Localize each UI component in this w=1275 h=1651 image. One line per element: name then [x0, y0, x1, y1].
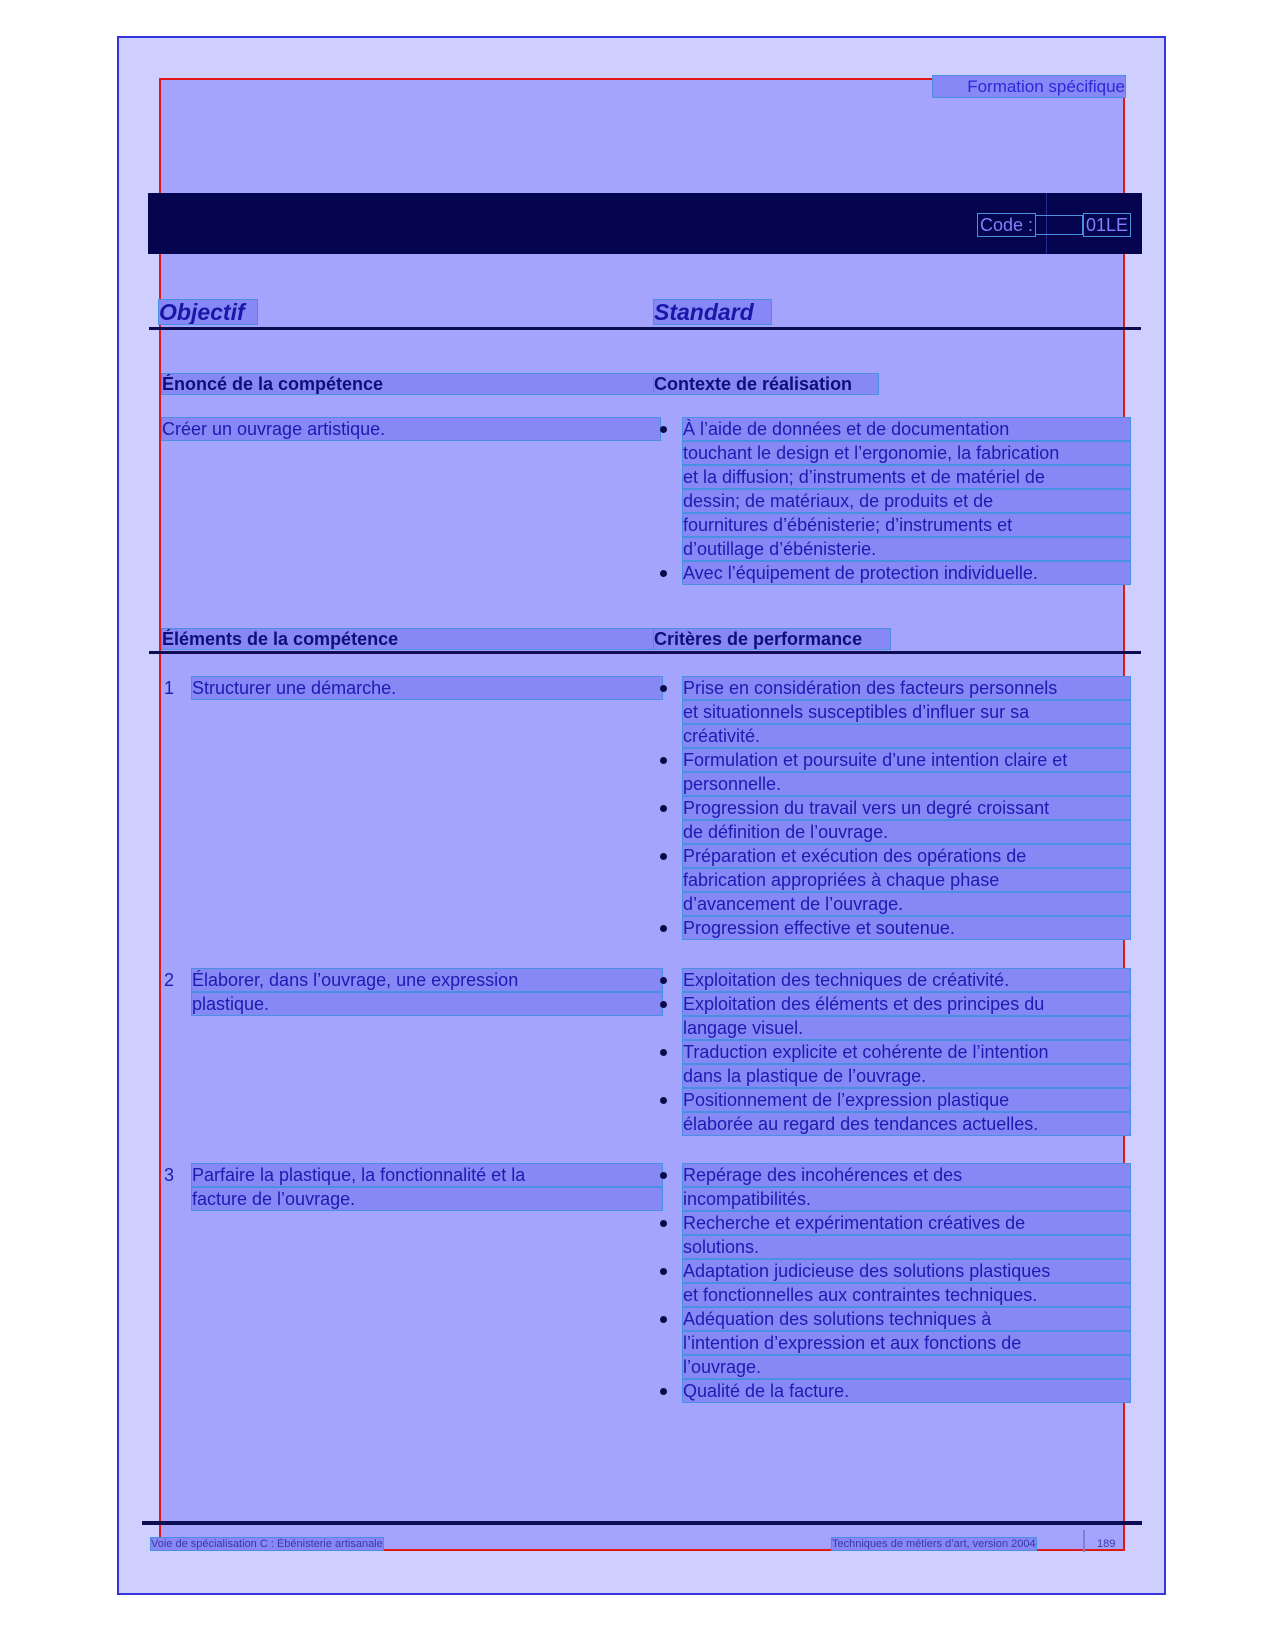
- bullet-dot: [660, 1268, 667, 1275]
- bullet-item: [660, 1212, 1130, 1258]
- code-field-box: [1036, 216, 1082, 234]
- bullet-dot: [660, 1388, 667, 1395]
- bullet-text-line: de définition de l’ouvrage.: [683, 821, 1130, 843]
- bullet-text-line: Recherche et expérimentation créatives de: [683, 1212, 1130, 1234]
- elements-label: Éléments de la compétence: [162, 629, 660, 649]
- footer-right: Techniques de métiers d’art, version 2004: [832, 1538, 1036, 1550]
- bullet-text-line: élaborée au regard des tendances actuelles.: [683, 1113, 1130, 1135]
- bullet-item: [660, 677, 1130, 747]
- element-number: 2: [164, 970, 175, 990]
- bullet-item: [660, 562, 1130, 584]
- bullet-text-line: Adaptation judicieuse des solutions plastiques: [683, 1260, 1130, 1282]
- bullet-text-line: d’outillage d’ébénisterie.: [683, 538, 1130, 560]
- element-text-line: plastique.: [192, 993, 662, 1015]
- bullet-dot: [660, 853, 667, 860]
- bullet-dot: [660, 805, 667, 812]
- bullet-text-line: et fonctionnelles aux contraintes techniques.: [683, 1284, 1130, 1306]
- bullet-item: [660, 418, 1130, 560]
- bullet-dot: [660, 1049, 667, 1056]
- bullet-text-line: d’avancement de l’ouvrage.: [683, 893, 1130, 915]
- page-number: 189: [1097, 1538, 1116, 1550]
- criteria-list: [660, 677, 1130, 941]
- bullet-dot: [660, 1172, 667, 1179]
- element-text-line: facture de l’ouvrage.: [192, 1188, 662, 1210]
- element-text-line: Parfaire la plastique, la fonctionnalité et la: [192, 1164, 662, 1186]
- bullet-text-line: fabrication appropriées à chaque phase: [683, 869, 1130, 891]
- bullet-text-line: Positionnement de l’expression plastique: [683, 1089, 1130, 1111]
- bullet-text-line: Exploitation des éléments et des principes du: [683, 993, 1130, 1015]
- bullet-item: [660, 1164, 1130, 1210]
- running-head: Formation spécifique: [933, 76, 1125, 97]
- bullet-item: [660, 1089, 1130, 1135]
- bullet-dot: [660, 1316, 667, 1323]
- bullet-item: [660, 1380, 1130, 1402]
- criteria-list: [660, 1164, 1130, 1404]
- bullet-dot: [660, 925, 667, 932]
- bullet-text-line: et situationnels susceptibles d’influer sur sa: [683, 701, 1130, 723]
- bullet-text-line: l’intention d’expression et aux fonctions de: [683, 1332, 1130, 1354]
- bullet-text-line: dessin; de matériaux, de produits et de: [683, 490, 1130, 512]
- element-number: 1: [164, 678, 175, 698]
- competence-statement: Créer un ouvrage artistique.: [162, 418, 660, 440]
- bullet-text-line: touchant le design et l’ergonomie, la fabrication: [683, 442, 1130, 464]
- bullet-dot: [660, 977, 667, 984]
- bullet-text-line: l’ouvrage.: [683, 1356, 1130, 1378]
- bullet-item: [660, 749, 1130, 795]
- footer-rule: [142, 1521, 1142, 1525]
- bullet-text-line: Adéquation des solutions techniques à: [683, 1308, 1130, 1330]
- bullet-item: [660, 1260, 1130, 1306]
- element-text-line: Élaborer, dans l’ouvrage, une expression: [192, 969, 662, 991]
- bullet-dot: [660, 426, 667, 433]
- elements-rule: [149, 651, 1141, 654]
- bullet-dot: [660, 570, 667, 577]
- bullet-text-line: Préparation et exécution des opérations de: [683, 845, 1130, 867]
- bullet-text-line: personnelle.: [683, 773, 1130, 795]
- bullet-text-line: Exploitation des techniques de créativité.: [683, 969, 1130, 991]
- column-heading-objectif: Objectif: [159, 300, 257, 324]
- bullet-item: [660, 845, 1130, 915]
- bullet-item: [660, 797, 1130, 843]
- bullet-text-line: Qualité de la facture.: [683, 1380, 1130, 1402]
- code-label: Code :: [980, 215, 1034, 235]
- bullet-text-line: Progression du travail vers un degré croissant: [683, 797, 1130, 819]
- bullet-text-line: solutions.: [683, 1236, 1130, 1258]
- element-item: [164, 677, 662, 701]
- column-heading-standard: Standard: [654, 300, 771, 324]
- criteria-list: [660, 969, 1130, 1137]
- element-number: 3: [164, 1165, 175, 1185]
- footer-left: Voie de spécialisation C : Ébénisterie artisanale: [151, 1538, 383, 1550]
- context-label: Contexte de réalisation: [654, 374, 878, 394]
- bullet-dot: [660, 1097, 667, 1104]
- bullet-text-line: Avec l’équipement de protection individuelle.: [683, 562, 1130, 584]
- bullet-text-line: fournitures d’ébénisterie; d’instruments et: [683, 514, 1130, 536]
- bullet-dot: [660, 685, 667, 692]
- bullet-item: [660, 1041, 1130, 1087]
- criteria-label: Critères de performance: [654, 629, 890, 649]
- heading-rule: [149, 327, 1141, 330]
- bullet-text-line: Traduction explicite et cohérente de l’intention: [683, 1041, 1130, 1063]
- bullet-text-line: Formulation et poursuite d’une intention claire et: [683, 749, 1130, 771]
- bullet-item: [660, 917, 1130, 939]
- bullet-text-line: et la diffusion; d’instruments et de matériel de: [683, 466, 1130, 488]
- bullet-text-line: incompatibilités.: [683, 1188, 1130, 1210]
- bullet-item: [660, 969, 1130, 991]
- bullet-text-line: dans la plastique de l’ouvrage.: [683, 1065, 1130, 1087]
- bullet-text-line: langage visuel.: [683, 1017, 1130, 1039]
- footer-separator: [1083, 1530, 1085, 1552]
- bullet-text-line: À l’aide de données et de documentation: [683, 418, 1130, 440]
- bullet-text-line: Progression effective et soutenue.: [683, 917, 1130, 939]
- bullet-dot: [660, 1220, 667, 1227]
- element-item: [164, 969, 662, 1017]
- code-value: 01LE: [1086, 215, 1129, 235]
- element-text-line: Structurer une démarche.: [192, 677, 662, 699]
- bullet-text-line: créativité.: [683, 725, 1130, 747]
- bullet-text-line: Prise en considération des facteurs personnels: [683, 677, 1130, 699]
- bullet-item: [660, 993, 1130, 1039]
- statement-label: Énoncé de la compétence: [162, 374, 660, 394]
- bullet-item: [660, 1308, 1130, 1378]
- element-item: [164, 1164, 662, 1212]
- bullet-text-line: Repérage des incohérences et des: [683, 1164, 1130, 1186]
- bullet-dot: [660, 1001, 667, 1008]
- context-list: [660, 418, 1130, 586]
- bullet-dot: [660, 757, 667, 764]
